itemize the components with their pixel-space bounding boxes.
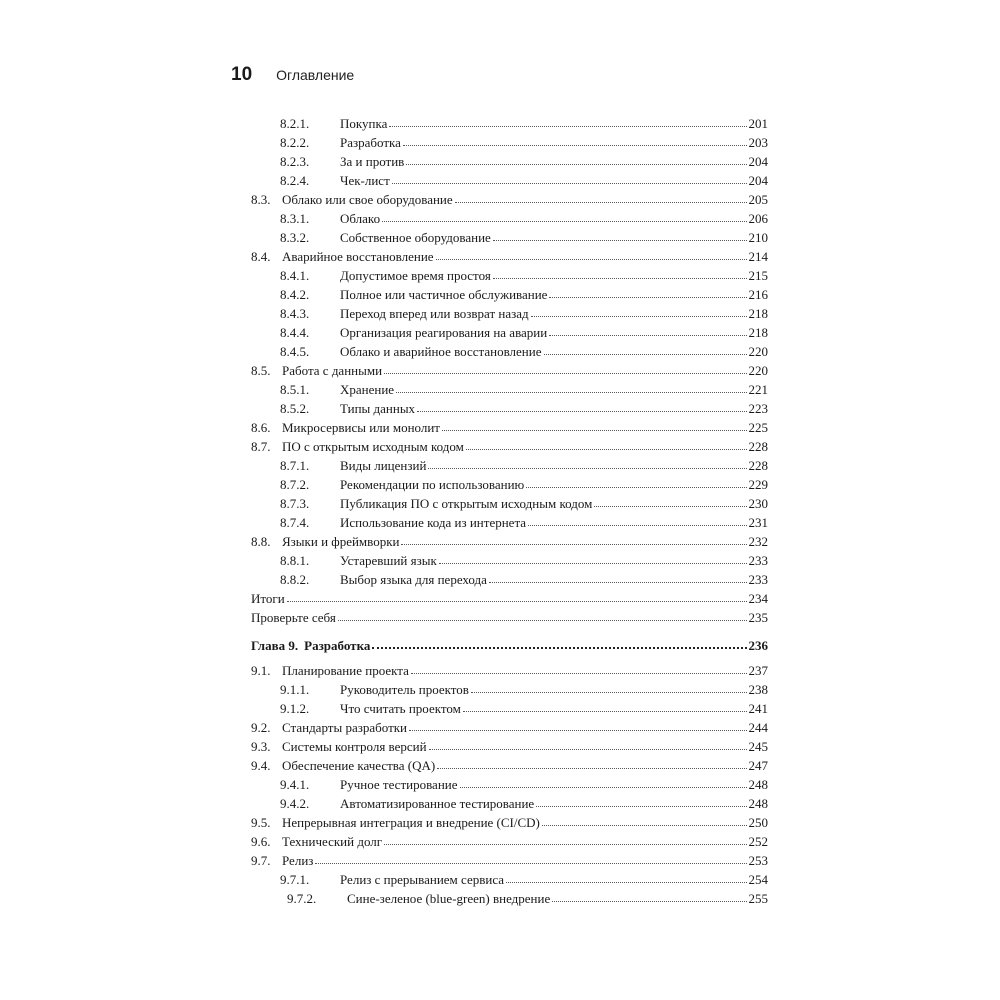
toc-entry-title: Обеспечение качества (QA) [282, 758, 436, 773]
toc-row [251, 435, 768, 454]
toc-entry-number: 9.1. [251, 663, 271, 678]
toc-entry-page: 214 [748, 249, 768, 264]
dot-leader [429, 749, 747, 750]
toc-row [251, 150, 768, 169]
toc-entry-page: 252 [748, 834, 768, 849]
dot-leader [536, 806, 746, 807]
toc-entry-title: Проверьте себя [251, 610, 336, 625]
dot-leader [455, 202, 747, 203]
dot-leader [287, 601, 747, 602]
toc-row [251, 397, 768, 416]
toc-row [251, 568, 768, 587]
dot-leader [466, 449, 747, 450]
toc-entry-title: Выбор языка для перехода [340, 572, 487, 587]
toc-row [251, 131, 768, 150]
toc-row [251, 887, 768, 906]
toc-row [251, 849, 768, 868]
dot-leader [436, 259, 747, 260]
toc-entry-title: Релиз с прерыванием сервиса [340, 872, 505, 887]
toc-entry-title: Устаревший язык [340, 553, 437, 568]
toc-entry-number: 8.7. [251, 439, 271, 454]
toc-entry-number: 9.4. [251, 758, 271, 773]
toc-entry-title: Разработка [304, 638, 371, 653]
toc-entry-number: 8.4. [251, 249, 271, 264]
toc-entry-title: Планирование проекта [282, 663, 409, 678]
toc-entry-title: Работа с данными [282, 363, 383, 378]
dot-leader [542, 825, 747, 826]
toc-entry-number: 9.5. [251, 815, 271, 830]
toc-row [251, 735, 768, 754]
toc-row [251, 530, 768, 549]
dot-leader [384, 373, 746, 374]
table-of-contents [251, 112, 768, 906]
running-head-title: Оглавление [276, 67, 355, 83]
dot-leader [460, 787, 747, 788]
toc-entry-number: 8.4.3. [280, 306, 310, 321]
toc-entry-page: 225 [748, 420, 768, 435]
toc-entry-title: Системы контроля версий [282, 739, 427, 754]
dot-leader [526, 487, 746, 488]
toc-entry-number: 8.2.2. [280, 135, 310, 150]
toc-entry-number: 8.8. [251, 534, 271, 549]
toc-entry-title: Облако и аварийное восстановление [340, 344, 542, 359]
toc-entry-page: 250 [748, 815, 768, 830]
toc-row [251, 549, 768, 568]
toc-entry-number: 9.7.1. [280, 872, 310, 887]
toc-entry-title: Технический долг [282, 834, 383, 849]
dot-leader [549, 335, 746, 336]
dot-leader [528, 525, 746, 526]
toc-entry-page: 230 [748, 496, 768, 511]
toc-entry-number: 8.7.3. [280, 496, 310, 511]
toc-row [251, 416, 768, 435]
toc-entry-page: 237 [748, 663, 768, 678]
toc-entry-number: 8.3.1. [280, 211, 310, 226]
toc-entry-title: Типы данных [340, 401, 416, 416]
toc-entry-page: 241 [748, 701, 768, 716]
toc-entry-page: 218 [748, 306, 768, 321]
toc-entry-title: Что считать проектом [340, 701, 461, 716]
toc-row [251, 811, 768, 830]
toc-row [251, 302, 768, 321]
toc-entry-title: Облако [340, 211, 381, 226]
toc-row [251, 773, 768, 792]
toc-entry-page: 238 [748, 682, 768, 697]
toc-entry-page: 221 [748, 382, 768, 397]
toc-entry-number: 8.5. [251, 363, 271, 378]
dot-leader [544, 354, 747, 355]
dot-leader [384, 844, 746, 845]
dot-leader [396, 392, 746, 393]
toc-row [251, 697, 768, 716]
toc-entry-number: 8.5.2. [280, 401, 310, 416]
toc-entry-title: За и против [340, 154, 405, 169]
dot-leader [392, 183, 747, 184]
toc-entry-title: Допустимое время простоя [340, 268, 491, 283]
toc-entry-title: Итоги [251, 591, 285, 606]
toc-entry-page: 201 [748, 116, 768, 131]
toc-entry-page: 223 [748, 401, 768, 416]
dot-leader [315, 863, 746, 864]
dot-leader [389, 126, 746, 127]
dot-leader [493, 240, 747, 241]
toc-entry-number: 9.6. [251, 834, 271, 849]
toc-entry-page: 231 [748, 515, 768, 530]
toc-row [251, 830, 768, 849]
toc-entry-title: Публикация ПО с открытым исходным кодом [340, 496, 593, 511]
toc-entry-title: Сине-зеленое (blue-green) внедрение [347, 891, 551, 906]
toc-entry-page: 253 [748, 853, 768, 868]
toc-entry-page: 248 [748, 796, 768, 811]
toc-row [251, 716, 768, 735]
toc-row [251, 659, 768, 678]
toc-entry-number: 9.2. [251, 720, 271, 735]
toc-entry-page: 254 [748, 872, 768, 887]
toc-row [251, 587, 768, 606]
toc-row [251, 226, 768, 245]
toc-entry-title: Переход вперед или возврат назад [340, 306, 529, 321]
toc-entry-number: 9.1.2. [280, 701, 310, 716]
toc-entry-page: 247 [748, 758, 768, 773]
dot-leader [437, 768, 746, 769]
toc-entry-page: 220 [748, 344, 768, 359]
toc-entry-number: 8.4.5. [280, 344, 310, 359]
toc-entry-title: Использование кода из интернета [340, 515, 527, 530]
dot-leader [406, 164, 746, 165]
toc-entry-page: 205 [748, 192, 768, 207]
toc-entry-title: Стандарты разработки [282, 720, 408, 735]
toc-entry-number: 9.3. [251, 739, 271, 754]
toc-entry-number: 8.4.1. [280, 268, 310, 283]
toc-row [251, 868, 768, 887]
toc-entry-page: 218 [748, 325, 768, 340]
toc-row [251, 207, 768, 226]
dot-leader [411, 673, 747, 674]
toc-chapter-row [251, 634, 768, 653]
toc-entry-page: 255 [748, 891, 768, 906]
toc-entry-number: 8.3.2. [280, 230, 310, 245]
page-number: 10 [231, 64, 253, 85]
toc-entry-page: 235 [748, 610, 768, 625]
dot-leader [372, 647, 746, 649]
toc-entry-title: Руководитель проектов [340, 682, 469, 697]
toc-entry-page: 228 [748, 458, 768, 473]
toc-entry-title: Языки и фреймворки [282, 534, 400, 549]
toc-row [251, 754, 768, 773]
toc-row [251, 340, 768, 359]
dot-leader [417, 411, 746, 412]
toc-entry-title: Хранение [340, 382, 395, 397]
toc-row [251, 792, 768, 811]
dot-leader [471, 692, 747, 693]
dot-leader [552, 901, 746, 902]
toc-entry-page: 204 [748, 154, 768, 169]
dot-leader [409, 730, 746, 731]
toc-entry-number: 8.4.2. [280, 287, 310, 302]
toc-entry-page: 248 [748, 777, 768, 792]
toc-entry-page: 220 [748, 363, 768, 378]
toc-row [251, 188, 768, 207]
toc-entry-title: Чек-лист [340, 173, 390, 188]
toc-entry-title: Автоматизированное тестирование [340, 796, 535, 811]
dot-leader [428, 468, 746, 469]
toc-entry-page: 228 [748, 439, 768, 454]
dot-leader [531, 316, 747, 317]
toc-entry-page: 203 [748, 135, 768, 150]
toc-entry-number: 8.2.4. [280, 173, 310, 188]
toc-entry-page: 215 [748, 268, 768, 283]
toc-entry-page: 245 [748, 739, 768, 754]
toc-entry-number: 8.8.1. [280, 553, 310, 568]
toc-entry-page: 206 [748, 211, 768, 226]
toc-entry-page: 233 [748, 572, 768, 587]
toc-row [251, 454, 768, 473]
toc-entry-page: 233 [748, 553, 768, 568]
toc-entry-number: 9.4.2. [280, 796, 310, 811]
toc-entry-number: 8.7.2. [280, 477, 310, 492]
dot-leader [506, 882, 746, 883]
toc-entry-number: 8.7.1. [280, 458, 310, 473]
toc-row [251, 283, 768, 302]
toc-entry-page: 210 [748, 230, 768, 245]
dot-leader [594, 506, 746, 507]
toc-row [251, 264, 768, 283]
toc-row [251, 359, 768, 378]
toc-entry-number: 8.8.2. [280, 572, 310, 587]
toc-entry-number: 9.7.2. [287, 891, 317, 906]
dot-leader [382, 221, 746, 222]
toc-entry-title: Микросервисы или монолит [282, 420, 440, 435]
toc-entry-number: 8.7.4. [280, 515, 310, 530]
toc-row [251, 321, 768, 340]
toc-row [251, 473, 768, 492]
toc-entry-number: 9.7. [251, 853, 271, 868]
toc-entry-title: Покупка [340, 116, 388, 131]
toc-entry-title: Собственное оборудование [340, 230, 491, 245]
toc-entry-page: 229 [748, 477, 768, 492]
running-head [231, 64, 354, 86]
dot-leader [493, 278, 747, 279]
toc-entry-number: 8.6. [251, 420, 271, 435]
dot-leader [463, 711, 747, 712]
toc-entry-title: Облако или свое оборудование [282, 192, 453, 207]
toc-entry-page: 234 [748, 591, 768, 606]
toc-entry-number: Глава 9. [251, 638, 299, 653]
dot-leader [403, 145, 747, 146]
toc-row [251, 169, 768, 188]
dot-leader [338, 620, 747, 621]
dot-leader [439, 563, 747, 564]
dot-leader [489, 582, 747, 583]
toc-entry-number: 9.1.1. [280, 682, 310, 697]
toc-entry-page: 244 [748, 720, 768, 735]
dot-leader [549, 297, 746, 298]
toc-entry-title: Релиз [282, 853, 314, 868]
dot-leader [401, 544, 746, 545]
toc-entry-number: 9.4.1. [280, 777, 310, 792]
toc-row [251, 245, 768, 264]
toc-row [251, 511, 768, 530]
toc-entry-title: Разработка [340, 135, 401, 150]
toc-row [251, 678, 768, 697]
toc-entry-title: Аварийное восстановление [282, 249, 434, 264]
toc-entry-page: 236 [748, 638, 768, 653]
toc-entry-title: Рекомендации по использованию [340, 477, 525, 492]
toc-entry-page: 216 [748, 287, 768, 302]
dot-leader [442, 430, 747, 431]
toc-entry-title: Виды лицензий [340, 458, 427, 473]
toc-entry-title: Полное или частичное обслуживание [340, 287, 548, 302]
toc-entry-number: 8.2.3. [280, 154, 310, 169]
toc-row [251, 112, 768, 131]
toc-entry-number: 8.2.1. [280, 116, 310, 131]
toc-entry-title: ПО с открытым исходным кодом [282, 439, 464, 454]
toc-row [251, 606, 768, 625]
toc-entry-page: 204 [748, 173, 768, 188]
toc-entry-title: Ручное тестирование [340, 777, 458, 792]
toc-entry-title: Непрерывная интеграция и внедрение (CI/CD) [282, 815, 540, 830]
toc-entry-number: 8.4.4. [280, 325, 310, 340]
toc-row [251, 492, 768, 511]
toc-entry-page: 232 [748, 534, 768, 549]
toc-entry-number: 8.5.1. [280, 382, 310, 397]
toc-entry-title: Организация реагирования на аварии [340, 325, 548, 340]
toc-row [251, 378, 768, 397]
toc-entry-number: 8.3. [251, 192, 271, 207]
